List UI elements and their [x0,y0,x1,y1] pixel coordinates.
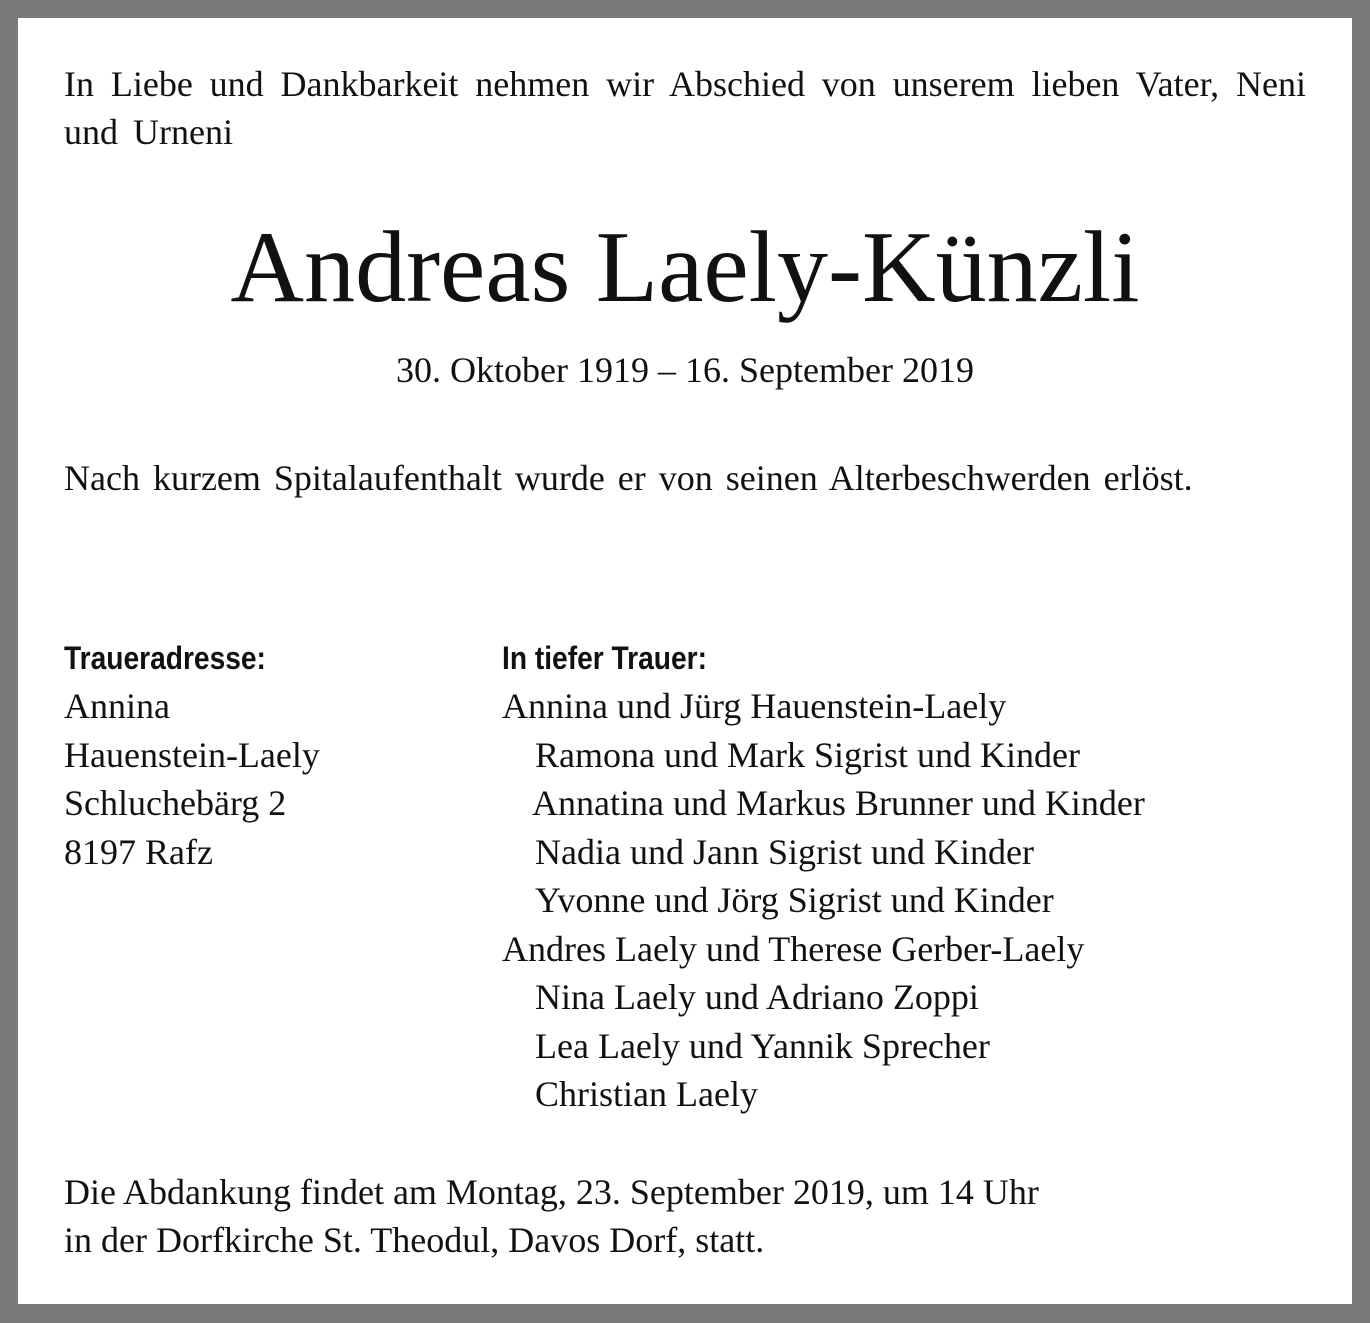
address-line: Hauenstein-Laely [64,734,320,775]
deceased-name: Andreas Laely-Künzli [230,211,1140,324]
service-info [64,1168,1306,1264]
mourner-line: Annina und Jürg Hauenstein-Laely [502,686,1007,726]
obituary-notice [18,18,1352,1304]
address-line: Annina [64,686,170,726]
mourner-line: Nadia und Jann Sigrist und Kinder [535,831,1034,872]
mourner-line: Christian Laely [535,1074,758,1114]
passing-text: Nach kurzem Spitalaufenthalt wurde er von seinen Alterbeschwerden erlöst. [64,458,1193,498]
mourning-address [64,682,320,876]
mourner-line: Andres Laely und Therese Gerber-Laely [502,928,1085,969]
address-line: Schluchebärg 2 [64,783,287,823]
mourners-list [502,682,1145,1119]
mourner-line: Yvonne und Jörg Sigrist und Kinder [535,880,1054,920]
mourners-heading: In tiefer Trauer: [502,640,707,676]
service-line: in der Dorfkirche St. Theodul, Davos Dorf, statt. [64,1220,765,1260]
address-heading: Traueradresse: [64,640,266,676]
mourner-line: Lea Laely und Yannik Sprecher [535,1025,990,1066]
intro-text: In Liebe und Dankbarkeit nehmen wir Abschied von unserem lieben Vater, Neni und Urneni [64,64,1306,152]
address-line: 8197 Rafz [64,831,213,872]
life-dates: 30. Oktober 1919 – 16. September 2019 [396,350,974,390]
service-line: Die Abdankung findet am Montag, 23. September 2019, um 14 Uhr [64,1172,1039,1212]
mourner-line: Ramona und Mark Sigrist und Kinder [535,734,1080,775]
mourner-line: Nina Laely und Adriano Zoppi [535,977,979,1017]
mourner-line: Annatina und Markus Brunner und Kinder [532,783,1145,823]
